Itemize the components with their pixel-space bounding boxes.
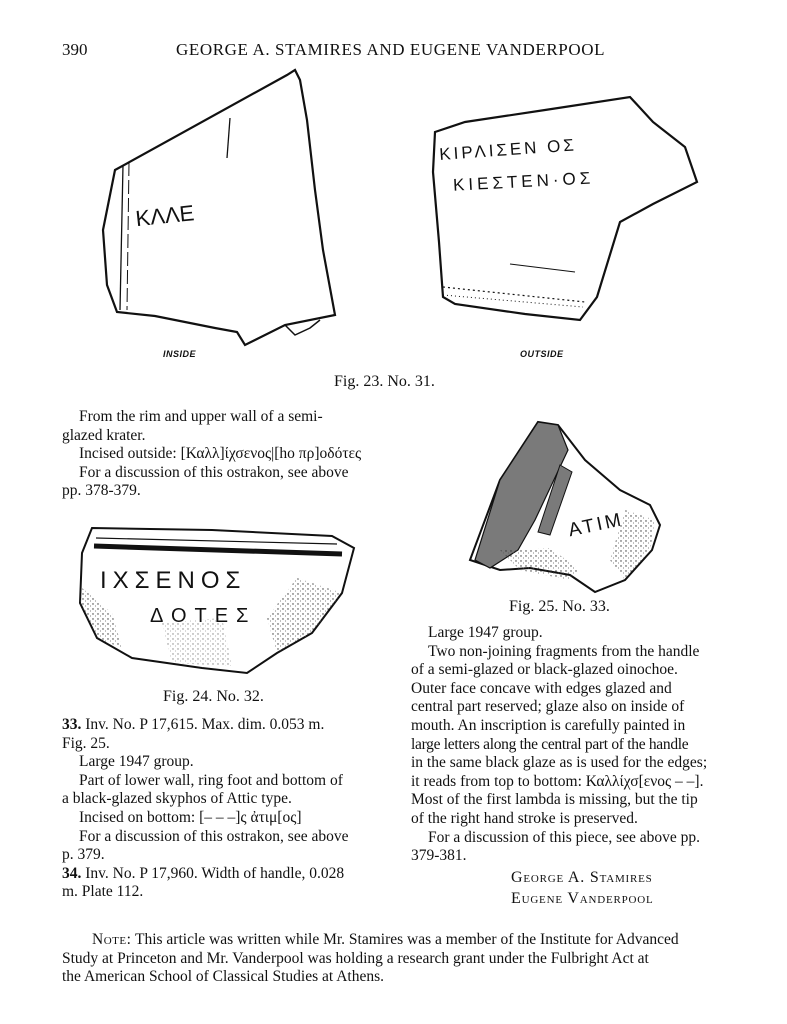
entry34r-line5: central part reserved; glaze also on inside of [411,698,685,716]
entry34-inv: Inv. No. P 17,960. Width of handle, 0.028 [85,864,345,882]
entry34r-line2: Two non-joining fragments from the handle [428,642,700,660]
note-line1 [62,931,727,950]
page-number: 390 [62,40,88,59]
fig23-caption: Fig. 23. No. 31. [334,373,435,390]
fig23-inside-drawing [95,70,345,350]
entry-31-text [62,408,392,501]
entry33-number: 33. [62,716,82,733]
entry34r-line3: of a semi-glazed or black-glazed oinochoe. [411,661,678,679]
entry34r-line6: mouth. An inscription is carefully painted in [411,716,686,734]
entry31-line1: From the rim and upper wall of a semi- [79,408,323,425]
entry-33-text [62,716,392,902]
entry33-line2: Fig. 25. [62,734,110,752]
entry34r-line1: Large 1947 group. [428,624,543,641]
entry-34-description [411,624,731,866]
entry34r-line11: of the right hand stroke is preserved. [411,809,638,827]
fig24-caption: Fig. 24. No. 32. [163,688,264,705]
footnote [62,931,727,987]
entry34r-line8: in the same black glaze as is used for the edges; [411,754,708,772]
note-line3: the American School of Classical Studies at Athens. [62,968,385,985]
fig24-inscription-line1: ΙΧΣΕΝΟΣ [100,567,247,594]
entry34r-line9: it reads from top to bottom: Καλλίχσ[ενος – –]. [411,772,704,790]
entry34r-line12: For a discussion of this piece, see above pp. [428,828,701,846]
entry34r-line4: Outer face concave with edges glazed and [411,679,672,697]
fig24-inscription-line2: ΔΟΤΕΣ [150,605,257,627]
running-header: GEORGE A. STAMIRES AND EUGENE VANDERPOOL [176,40,606,59]
entry34r-line10: Most of the first lambda is missing, but the tip [411,791,698,809]
entry34r-line13: 379-381. [411,847,467,865]
entry33-inv: Inv. No. P 17,615. Max. dim. 0.053 m. [85,716,325,733]
fig23-inside-label: INSIDE [163,349,197,359]
signature-stamires: George A. Stamires [511,869,653,886]
entry31-line2: glazed krater. [62,426,146,444]
fig24-drawing [72,518,362,678]
entry31-line5: pp. 378-379. [62,482,141,500]
entry34-line1 [62,865,392,884]
entry33-line3: Large 1947 group. [79,753,194,771]
entry31-line4: For a discussion of this ostrakon, see above [79,463,349,481]
fig23-outside-drawing [425,92,710,332]
entry33-line7: For a discussion of this ostrakon, see above [79,827,349,845]
entry34r-line7: large letters along the central part of the handle [411,735,689,753]
signature-vanderpool: Eugene Vanderpool [511,890,654,907]
entry34-number: 34. [62,864,82,882]
fig23-outside-inscription-line2: ΚΙΕΣΤΕΝ·ΟΣ [452,168,595,195]
entry34-line2: m. Plate 112. [62,883,144,901]
fig23-outside-label: OUTSIDE [520,349,564,359]
entry33-line1 [62,716,392,735]
entry33-line4: Part of lower wall, ring foot and bottom of [79,771,343,789]
note-label: Note: [92,931,132,948]
entry31-line3: Incised outside: [Καλλ]ίχσενος|[ho πρ]οδότες [79,445,362,463]
fig23-outside-inscription-line1: ΚΙΡΛΙΣΕΝ ΟΣ [438,135,578,164]
note-line1-text: This article was written while Mr. Stamires was a member of the Institute for Advanced [135,931,679,948]
fig25-drawing [460,420,675,595]
note-line2: Study at Princeton and Mr. Vanderpool was holding a research grant under the Fulbright Act at [62,949,649,967]
entry33-line6: Incised on bottom: [– – –]ς ἀτιμ[ος] [79,808,302,826]
entry33-line5: a black-glazed skyphos of Attic type. [62,790,292,808]
fig25-inscription: ΑΤΙΜ [566,509,626,542]
fig25-caption: Fig. 25. No. 33. [509,598,610,615]
entry33-line8: p. 379. [62,846,105,864]
fig23-inside-inscription: ΚΛΛΕ [134,200,196,232]
fig23-outside-sherd-outline [433,97,697,320]
